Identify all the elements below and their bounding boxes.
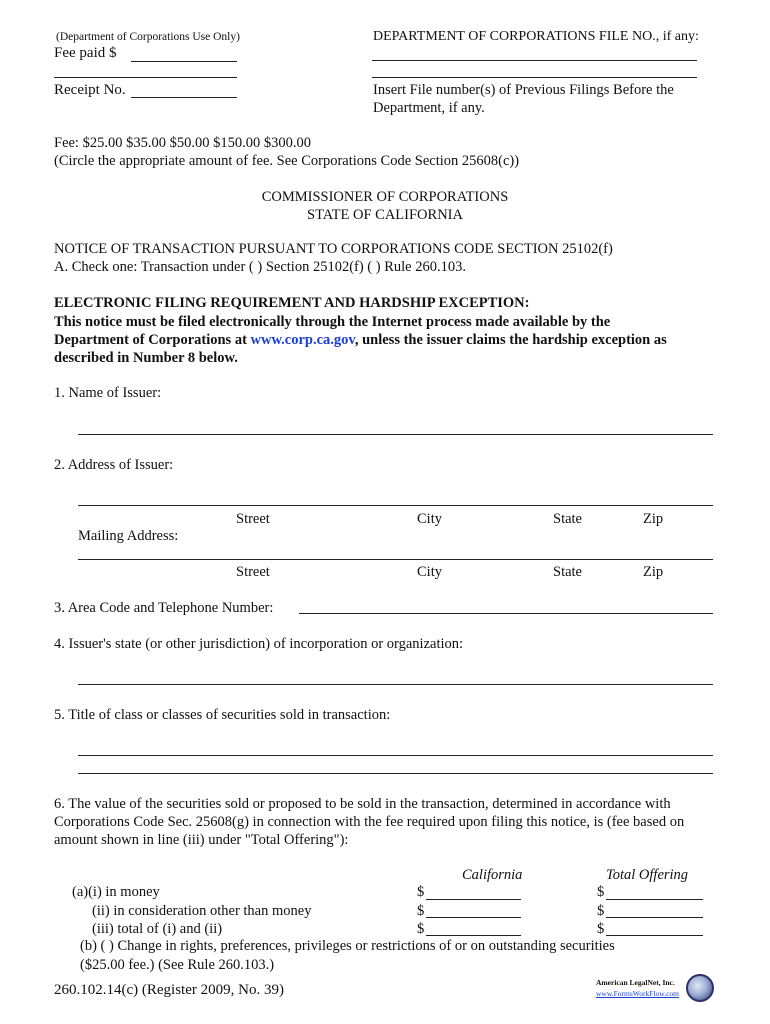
q3-label: 3. Area Code and Telephone Number: — [54, 600, 274, 616]
row-other-consideration-label: (ii) in consideration other than money — [92, 903, 312, 919]
zip-caption: Zip — [643, 511, 664, 527]
fee-instructions: (Circle the appropriate amount of fee. See Corporations Code Section 25608(c)) — [54, 153, 520, 169]
dollar-sign: $ — [417, 903, 425, 919]
row-total-label: (iii) total of (i) and (ii) — [92, 921, 223, 937]
california-total-field[interactable] — [426, 935, 521, 936]
dollar-sign: $ — [597, 921, 605, 937]
issuer-name-field[interactable] — [78, 434, 713, 435]
receipt-field[interactable] — [131, 97, 237, 98]
globe-icon — [686, 974, 714, 1002]
fee-paid-field[interactable] — [131, 61, 237, 62]
total-total-field[interactable] — [606, 935, 703, 936]
insert-file-text-1: Insert File number(s) of Previous Filings Before the — [373, 82, 674, 98]
total-other-field[interactable] — [606, 917, 703, 918]
securities-class-field-1[interactable] — [78, 755, 713, 756]
efile-text-1: This notice must be filed electronically through the Internet process made available by the — [54, 314, 611, 330]
dollar-sign: $ — [417, 921, 425, 937]
telephone-field[interactable] — [299, 613, 713, 614]
city-caption: City — [417, 511, 442, 527]
street-caption: Street — [236, 564, 270, 580]
rule-260103-checkbox[interactable] — [400, 259, 424, 275]
total-offering-column-header: Total Offering — [606, 867, 689, 883]
efile-text-2: Department of Corporations at www.corp.ca.gov, unless the issuer claims the hardship exception as — [54, 332, 667, 348]
city-caption: City — [417, 564, 442, 580]
q5-label: 5. Title of class or classes of securities sold in transaction: — [54, 707, 391, 723]
street-caption: Street — [236, 511, 270, 527]
securities-class-field-2[interactable] — [78, 773, 713, 774]
file-no-label: DEPARTMENT OF CORPORATIONS FILE NO., if any: — [373, 29, 699, 44]
q1-label: 1. Name of Issuer: — [54, 385, 162, 401]
dollar-sign: $ — [597, 884, 605, 900]
q6-text-3: amount shown in line (iii) under "Total Offering"): — [54, 832, 349, 848]
california-column-header: California — [462, 867, 523, 883]
form-code: 260.102.14(c) (Register 2009, No. 39) — [54, 982, 284, 998]
logo-company-name: American LegalNet, Inc. — [596, 978, 675, 987]
state-caption: State — [553, 564, 582, 580]
q2-label: 2. Address of Issuer: — [54, 457, 174, 473]
commissioner-title: COMMISSIONER OF CORPORATIONS — [261, 189, 509, 205]
zip-caption: Zip — [643, 564, 664, 580]
mailing-address-label: Mailing Address: — [78, 528, 179, 544]
file-no-field[interactable] — [372, 60, 697, 61]
efile-text-3: described in Number 8 below. — [54, 350, 238, 366]
dept-use-only-label: (Department of Corporations Use Only) — [56, 31, 240, 43]
section-25102f-checkbox[interactable] — [259, 259, 283, 275]
issuer-address-field[interactable] — [78, 505, 713, 506]
notice-heading: NOTICE OF TRANSACTION PURSUANT TO CORPORATIONS CODE SECTION 25102(f) — [54, 241, 613, 257]
row-money-label: (a)(i) in money — [72, 884, 160, 900]
incorporation-state-field[interactable] — [78, 684, 713, 685]
check-one-line: A. Check one: Transaction under ( ) Section 25102(f) ( ) Rule 260.103. — [54, 259, 466, 275]
insert-file-text-2: Department, if any. — [373, 100, 485, 116]
q6-text-1: 6. The value of the securities sold or proposed to be sold in the transaction, determined in accordance with — [54, 796, 671, 812]
receipt-label: Receipt No. — [54, 82, 126, 98]
efile-heading: ELECTRONIC FILING REQUIREMENT AND HARDSHIP EXCEPTION: — [54, 295, 530, 311]
change-in-rights-text: (b) ( ) Change in rights, preferences, privileges or restrictions of or on outstanding securities — [80, 938, 615, 954]
state-title: STATE OF CALIFORNIA — [307, 207, 463, 223]
total-money-field[interactable] — [606, 899, 703, 900]
state-caption: State — [553, 511, 582, 527]
change-fee-text: ($25.00 fee.) (See Rule 260.103.) — [80, 957, 275, 973]
americanlegalnet-logo — [592, 972, 714, 1004]
dollar-sign: $ — [597, 903, 605, 919]
fee-paid-label: Fee paid $ — [54, 45, 117, 61]
q6-text-2: Corporations Code Sec. 25608(g) in connection with the fee required upon filing this notice, is (fee based on — [54, 814, 685, 830]
california-other-field[interactable] — [426, 917, 521, 918]
q4-label: 4. Issuer's state (or other jurisdiction) of incorporation or organization: — [54, 636, 464, 652]
file-no-field-2[interactable] — [372, 77, 697, 78]
dollar-sign: $ — [417, 884, 425, 900]
corp-website-link[interactable]: www.corp.ca.gov — [250, 332, 355, 348]
change-in-rights-checkbox[interactable] — [94, 938, 116, 954]
fee-amounts: Fee: $25.00 $35.00 $50.00 $150.00 $300.00 — [54, 135, 311, 151]
mailing-address-field[interactable] — [78, 559, 713, 560]
logo-website-link[interactable]: www.FormsWorkFlow.com — [596, 989, 680, 998]
receipt-top-line — [54, 77, 237, 78]
california-money-field[interactable] — [426, 899, 521, 900]
